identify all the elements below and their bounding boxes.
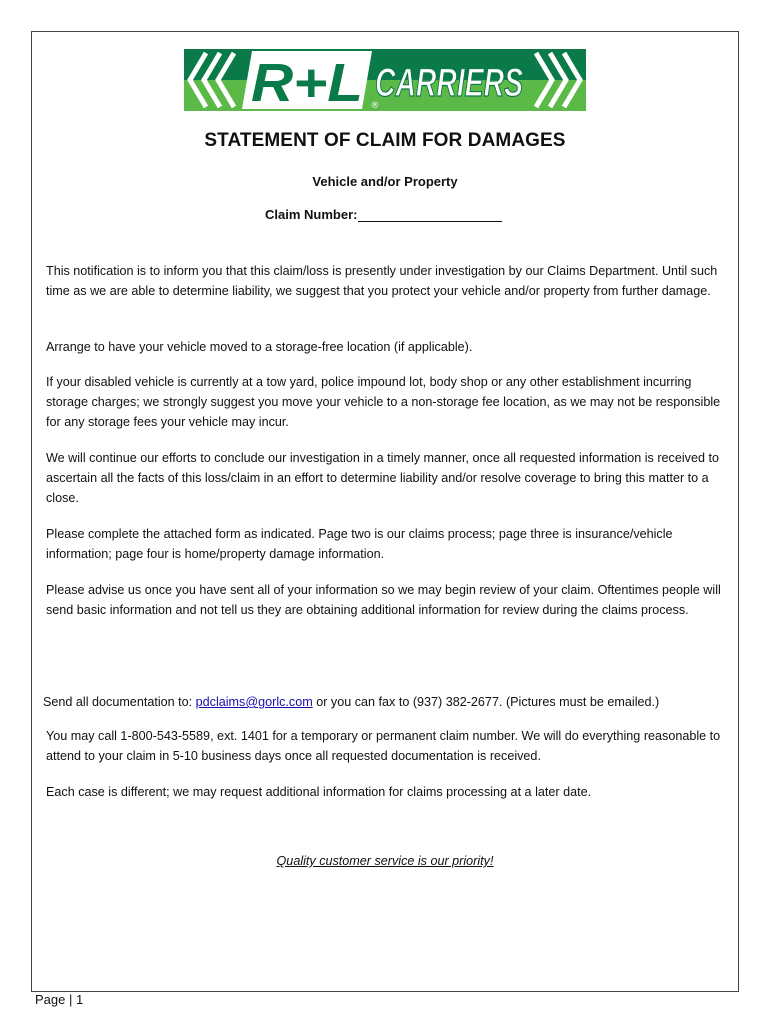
page-title: STATEMENT OF CLAIM FOR DAMAGES: [204, 130, 566, 151]
rl-carriers-logo: [184, 49, 586, 111]
motto-text: Quality customer service is our priority!: [276, 854, 494, 868]
investigation-paragraph: We will continue our efforts to conclude our investigation in a timely manner, once all requested information is received to ascertain all the facts of this loss/claim in an effort to determine liability and/or resolve coverage to bring this matter to a close.: [46, 451, 719, 505]
page-subtitle: Vehicle and/or Property: [312, 174, 458, 189]
claim-number-blank: [358, 207, 502, 222]
logo-registered-mark: ®: [370, 101, 380, 111]
logo-brand-text: R+L: [251, 53, 363, 111]
advise-paragraph: Please advise us once you have sent all of your information so we may begin review of your claim. Oftentimes people will send basic information and not tell us they are obtaining additional information for review during the claims process.: [46, 583, 721, 617]
attached-form-paragraph: Please complete the attached form as indicated. Page two is our claims process; page three is insurance/vehicle information; page four is home/property damage information.: [46, 527, 673, 561]
claims-email-link[interactable]: pdclaims@gorlc.com: [195, 695, 313, 709]
storage-free-paragraph: Arrange to have your vehicle moved to a storage-free location (if applicable).: [46, 340, 473, 354]
send-docs-prefix: Send all documentation to:: [43, 695, 196, 709]
page-number-footer: Page | 1: [35, 992, 84, 1007]
send-docs-suffix: or you can fax to (937) 382-2677. (Pictures must be emailed.): [312, 695, 660, 709]
claim-number-label: Claim Number:: [265, 207, 358, 222]
logo-carriers-text: CARRIERS: [375, 61, 524, 105]
send-documentation-paragraph: [43, 692, 723, 712]
notification-paragraph: This notification is to inform you that this claim/loss is presently under investigation by our Claims Department. Until such time as we are able to determine liability, we suggest that you protect your vehicle and/or property from further damage.: [46, 264, 718, 298]
each-case-paragraph: Each case is different; we may request additional information for claims processing at a later date.: [46, 785, 592, 799]
disabled-vehicle-paragraph: If your disabled vehicle is currently at a tow yard, police impound lot, body shop or any other establishment incurring storage charges; we strongly suggest you move your vehicle to a non-storage fee location, as we may not be responsible for any storage fees your vehicle may incur.: [46, 375, 721, 429]
call-paragraph: You may call 1-800-543-5589, ext. 1401 for a temporary or permanent claim number. We will do everything reasonable to attend to your claim in 5-10 business days once all requested documentation is received.: [46, 729, 721, 763]
claim-number-field: [265, 207, 502, 222]
